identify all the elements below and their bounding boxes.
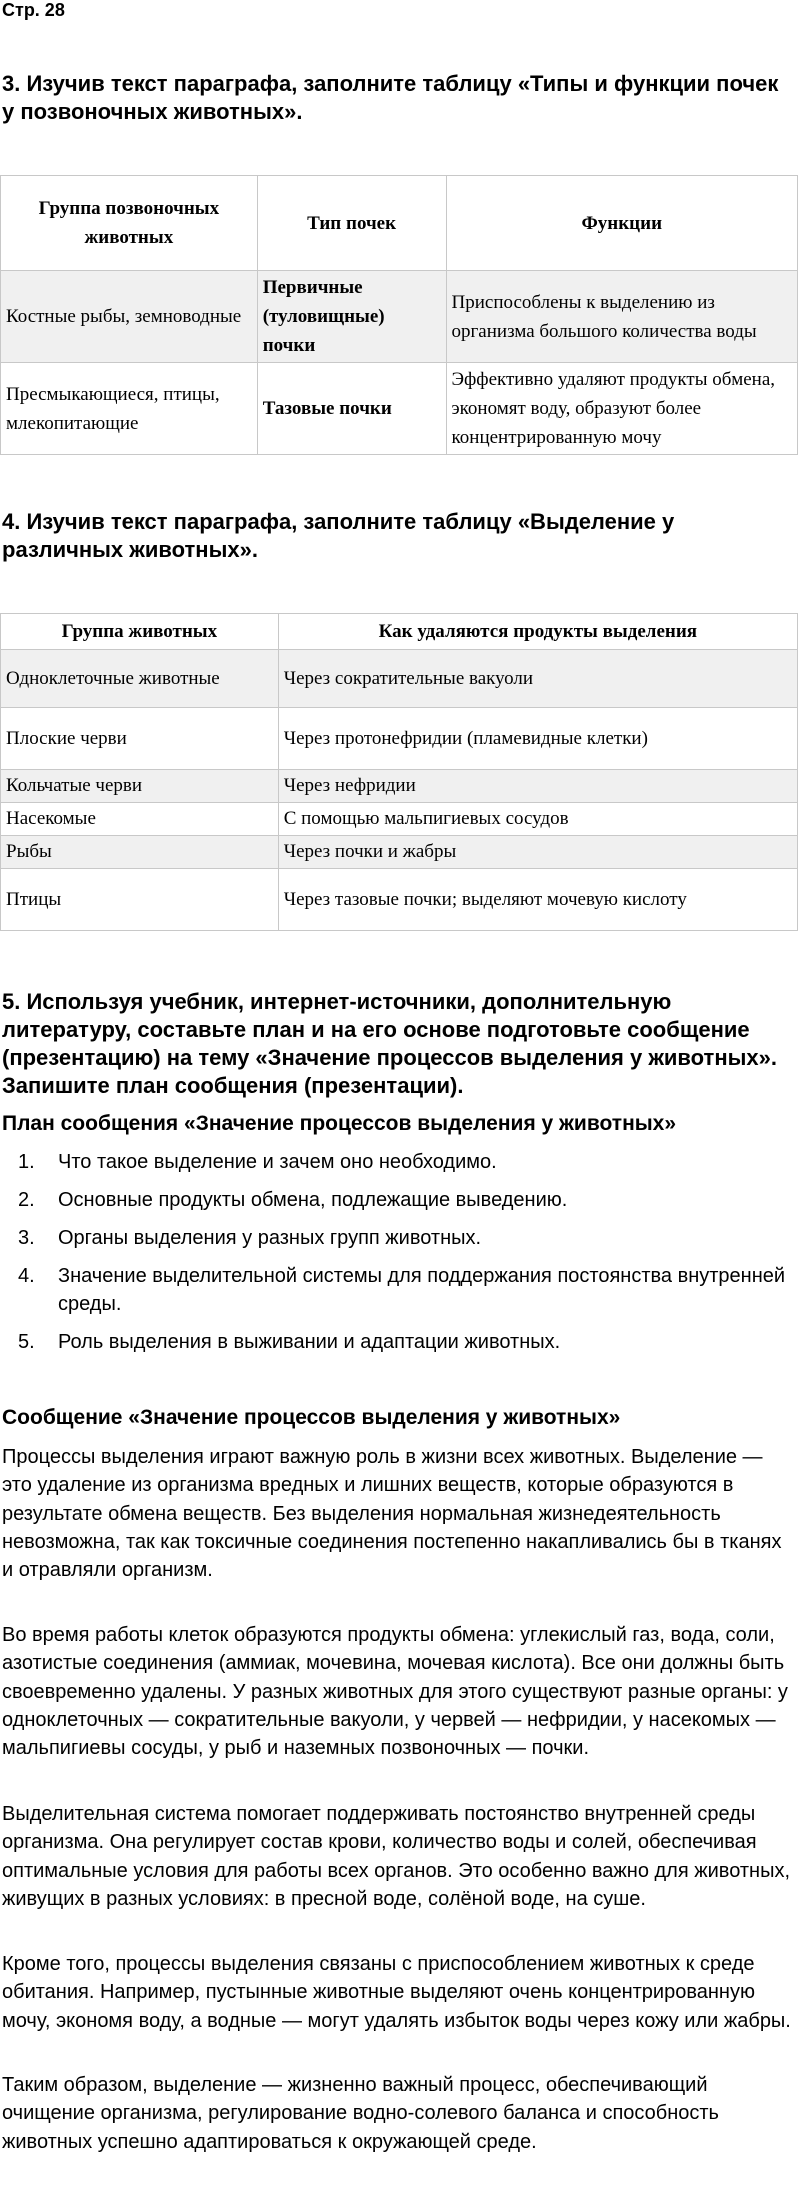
table-row [1,271,798,363]
table-row [1,770,798,803]
message-paragraph: Процессы выделения играют важную роль в жизни всех животных. Выделение — это удаление из организма вредных и лишних веществ, которые образуются в результате обмена веществ. Без выделения нормальная жизнедеятельность невозможна, так как токсичные соединения постепенно накапливались бы в тканях и отравляли организм. [2,1446,782,1582]
table-cell: С помощью мальпигиевых сосудов [278,803,797,836]
table-cell: Первичные (туловищные) почки [257,271,446,363]
message-paragraph: Таким образом, выделение — жизненно важный процесс, обеспечивающий очищение организма, регулирование водно-солевого баланса и способность животных успешно адаптироваться к окружающей среде. [2,2074,719,2153]
table-cell: Насекомые [1,803,279,836]
list-number: 4. [18,1265,35,1287]
list-item [0,1148,792,1176]
list-number: 5. [18,1331,35,1353]
table-header-row [1,614,798,650]
table-cell: Эффективно удаляют продукты обмена, экономят воду, образуют более концентрированную мочу [446,363,797,455]
table-row [1,363,798,455]
task3-heading: 3. Изучив текст параграфа, заполните таблицу «Типы и функции почек у позвоночных животных». [2,71,779,124]
table-cell: Через нефридии [278,770,797,803]
column-header: Как удаляются продукты выделения [278,614,797,650]
table-cell: Плоские черви [1,708,279,770]
list-number: 3. [18,1227,35,1249]
table-cell: Одноклеточные животные [1,650,279,708]
table-cell: Пресмыкающиеся, птицы, млекопитающие [1,363,258,455]
table-cell: Птицы [1,869,279,931]
task5-heading: 5. Используя учебник, интернет-источники, дополнительную литературу, составьте план и на его основе подготовьте сообщение (презентацию) на тему «Значение процессов выделения у животных». Запишите план сообщения (презентации). [2,989,777,1098]
message-paragraph: Выделительная система помогает поддерживать постоянство внутренней среды организма. Она регулирует состав крови, количество воды и солей, обеспечивая оптимальные условия для работы всех органов. Это особенно важно для животных, живущих в разных условиях: в пресной воде, солёной воде, на суше. [2,1803,791,1910]
list-item [0,1186,792,1214]
table-cell: Тазовые почки [257,363,446,455]
list-item [0,1262,792,1318]
list-number: 1. [18,1151,35,1173]
page-title: Стр. 28 [2,0,65,20]
list-number: 2. [18,1189,35,1211]
table-row [1,869,798,931]
excretion-table [0,613,798,931]
column-header: Группа позвоночных животных [1,176,258,271]
table-cell: Через протонефридии (пламевидные клетки) [278,708,797,770]
table-row [1,803,798,836]
table-row [1,836,798,869]
table-header-row [1,176,798,271]
table-row [1,650,798,708]
table-cell: Через сократительные вакуоли [278,650,797,708]
message-paragraph: Кроме того, процессы выделения связаны с приспособлением животных к среде обитания. Например, пустынные животные выделяют очень концентрированную мочу, экономя воду, а водные — могут удалять избыток воды через кожу или жабры. [2,1953,791,2032]
message-paragraph: Во время работы клеток образуются продукты обмена: углекислый газ, вода, соли, азотистые соединения (аммиак, мочевина, мочевая кислота). Все они должны быть своевременно удалены. У разных животных для этого существуют разные органы: у одноклеточных — сократительные вакуоли, у червей — нефридии, у насекомых — мальпигиевы сосуды, у рыб и наземных позвоночных — почки. [2,1624,788,1760]
table-cell: Кольчатые черви [1,770,279,803]
column-header: Группа животных [1,614,279,650]
column-header: Функции [446,176,797,271]
kidney-types-table [0,175,798,455]
task4-heading: 4. Изучив текст параграфа, заполните таблицу «Выделение у различных животных». [2,509,675,562]
message-title: Сообщение «Значение процессов выделения у животных» [2,1406,621,1429]
table-cell: Через тазовые почки; выделяют мочевую кислоту [278,869,797,931]
plan-title: План сообщения «Значение процессов выделения у животных» [2,1112,677,1135]
list-item [0,1328,792,1356]
table-cell: Через почки и жабры [278,836,797,869]
list-item [0,1224,792,1252]
table-cell: Рыбы [1,836,279,869]
list-item-text: Что такое выделение и зачем оно необходимо. [58,1151,497,1173]
table-row [1,708,798,770]
plan-list [0,1148,792,1366]
table-cell: Костные рыбы, земноводные [1,271,258,363]
column-header: Тип почек [257,176,446,271]
list-item-text: Основные продукты обмена, подлежащие выведению. [58,1189,568,1211]
table-cell: Приспособлены к выделению из организма большого количества воды [446,271,797,363]
list-item-text: Роль выделения в выживании и адаптации животных. [58,1331,561,1353]
list-item-text: Значение выделительной системы для поддержания постоянства внутренней среды. [58,1265,786,1315]
list-item-text: Органы выделения у разных групп животных. [58,1227,482,1249]
